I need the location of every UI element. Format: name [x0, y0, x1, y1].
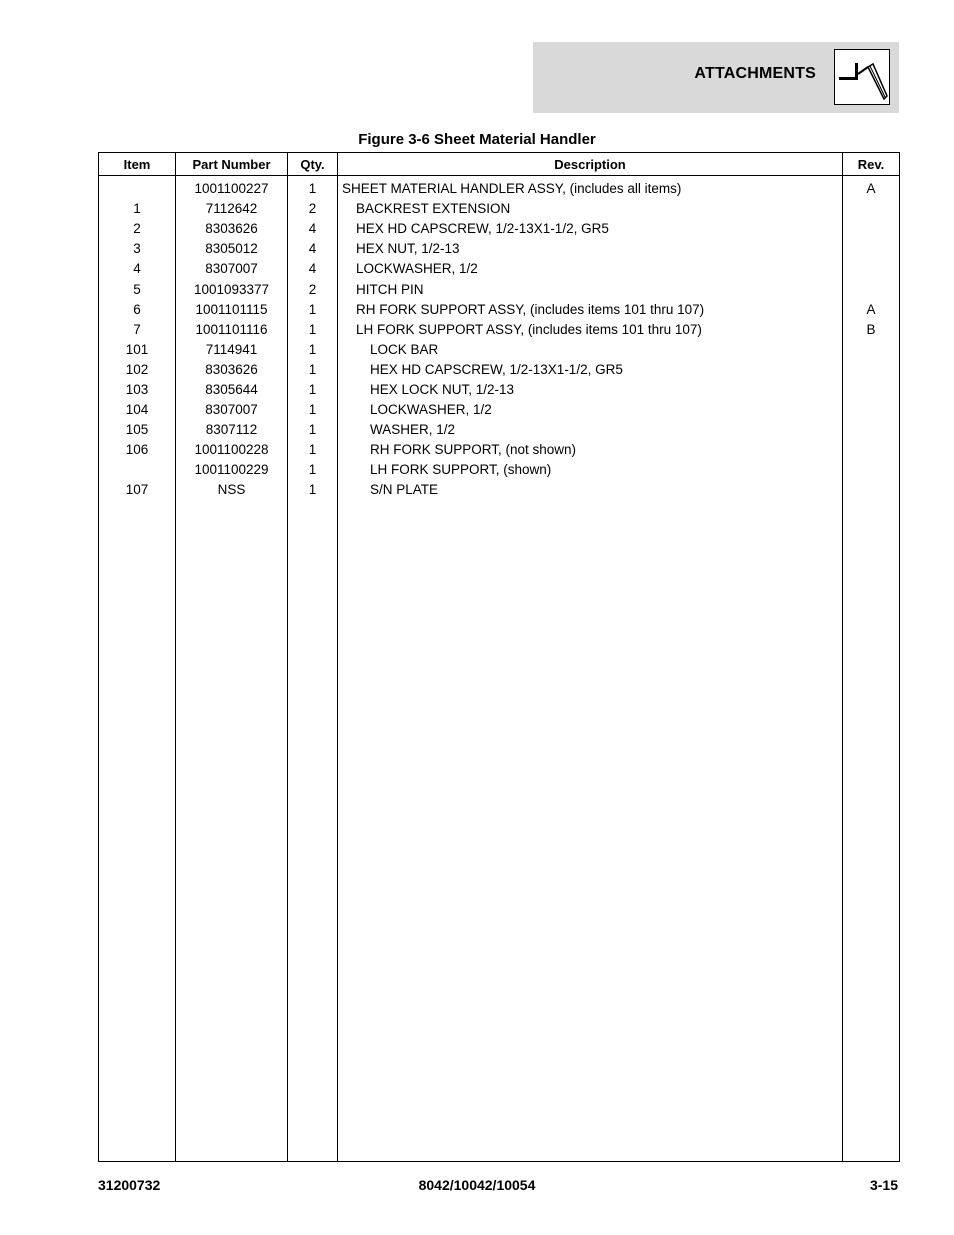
description-text: HEX HD CAPSCREW, 1/2-13X1-1/2, GR5 — [370, 361, 623, 377]
cell-part-number: 1001101116 — [176, 320, 288, 340]
cell-part-number: 1001100228 — [176, 440, 288, 460]
description-text: BACKREST EXTENSION — [356, 201, 511, 217]
cell-qty: 1 — [288, 380, 338, 400]
cell-rev — [843, 360, 900, 380]
table-row — [99, 400, 900, 420]
cell-part-number: 8305012 — [176, 239, 288, 259]
table-row — [99, 380, 900, 400]
table-row — [99, 259, 900, 279]
cell-item — [99, 460, 176, 480]
cell-rev — [843, 440, 900, 460]
cell-part-number: 8305644 — [176, 380, 288, 400]
cell-rev: A — [843, 300, 900, 320]
cell-rev: A — [843, 176, 900, 200]
cell-qty: 2 — [288, 279, 338, 299]
cell-item: 105 — [99, 420, 176, 440]
table-row — [99, 440, 900, 460]
cell-item: 102 — [99, 360, 176, 380]
empty-cell — [338, 501, 843, 1162]
cell-item: 2 — [99, 219, 176, 239]
footer-doc-number: 31200732 — [98, 1177, 161, 1193]
cell-description — [338, 239, 843, 259]
empty-cell — [99, 501, 176, 1162]
table-row — [99, 360, 900, 380]
table-row — [99, 176, 900, 200]
cell-description — [338, 440, 843, 460]
description-text: S/N PLATE — [370, 482, 439, 498]
cell-description — [338, 279, 843, 299]
cell-qty: 1 — [288, 176, 338, 200]
parts-table — [98, 152, 900, 1162]
cell-description — [338, 360, 843, 380]
empty-cell — [288, 501, 338, 1162]
cell-item: 103 — [99, 380, 176, 400]
cell-item: 6 — [99, 300, 176, 320]
cell-part-number: 8303626 — [176, 219, 288, 239]
table-row — [99, 300, 900, 320]
description-text: LOCK BAR — [370, 341, 439, 357]
cell-description — [338, 199, 843, 219]
cell-description — [338, 480, 843, 500]
cell-qty: 1 — [288, 440, 338, 460]
cell-rev — [843, 380, 900, 400]
description-text: HEX NUT, 1/2-13 — [356, 241, 460, 257]
cell-rev — [843, 400, 900, 420]
cell-rev — [843, 460, 900, 480]
cell-rev — [843, 420, 900, 440]
section-title: ATTACHMENTS — [694, 65, 816, 82]
figure-title: Figure 3-6 Sheet Material Handler — [358, 131, 596, 148]
cell-rev — [843, 219, 900, 239]
cell-item: 3 — [99, 239, 176, 259]
cell-item: 7 — [99, 320, 176, 340]
table-row — [99, 320, 900, 340]
empty-cell — [843, 501, 900, 1162]
empty-cell — [176, 501, 288, 1162]
cell-part-number: 1001100229 — [176, 460, 288, 480]
cell-rev — [843, 239, 900, 259]
cell-part-number: 1001101115 — [176, 300, 288, 320]
column-header-rev: Rev. — [843, 153, 900, 176]
cell-item — [99, 176, 176, 200]
cell-rev: B — [843, 320, 900, 340]
section-header — [533, 42, 899, 113]
table-row — [99, 219, 900, 239]
table-row — [99, 340, 900, 360]
cell-description — [338, 340, 843, 360]
table-row — [99, 239, 900, 259]
cell-part-number: 8307007 — [176, 259, 288, 279]
cell-qty: 4 — [288, 219, 338, 239]
table-row — [99, 460, 900, 480]
footer-models: 8042/10042/10054 — [418, 1177, 536, 1193]
description-text: RH FORK SUPPORT ASSY, (includes items 101 thru 107) — [356, 301, 705, 317]
cell-qty: 1 — [288, 480, 338, 500]
cell-part-number: 1001100227 — [176, 176, 288, 200]
cell-rev — [843, 259, 900, 279]
cell-description — [338, 219, 843, 239]
cell-qty: 1 — [288, 340, 338, 360]
cell-item: 107 — [99, 480, 176, 500]
cell-part-number: 8307007 — [176, 400, 288, 420]
cell-item: 104 — [99, 400, 176, 420]
cell-rev — [843, 340, 900, 360]
footer-page-number: 3-15 — [869, 1177, 898, 1193]
cell-qty: 1 — [288, 400, 338, 420]
cell-qty: 1 — [288, 420, 338, 440]
description-text: LOCKWASHER, 1/2 — [370, 402, 492, 418]
cell-description — [338, 176, 843, 200]
cell-description — [338, 300, 843, 320]
cell-item: 1 — [99, 199, 176, 219]
column-header-part-number: Part Number — [176, 153, 288, 176]
cell-description — [338, 420, 843, 440]
description-text: WASHER, 1/2 — [370, 422, 456, 438]
column-header-qty: Qty. — [288, 153, 338, 176]
description-text: HITCH PIN — [356, 281, 424, 297]
description-text: RH FORK SUPPORT, (not shown) — [370, 442, 577, 458]
column-header-description: Description — [338, 153, 843, 176]
cell-part-number: NSS — [176, 480, 288, 500]
cell-item: 106 — [99, 440, 176, 460]
cell-item: 5 — [99, 279, 176, 299]
cell-description — [338, 400, 843, 420]
description-text: HEX LOCK NUT, 1/2-13 — [370, 381, 515, 397]
cell-qty: 1 — [288, 460, 338, 480]
cell-item: 101 — [99, 340, 176, 360]
cell-qty: 1 — [288, 360, 338, 380]
cell-part-number: 7112642 — [176, 199, 288, 219]
cell-qty: 4 — [288, 239, 338, 259]
table-row — [99, 199, 900, 219]
cell-part-number: 8307112 — [176, 420, 288, 440]
description-text: LOCKWASHER, 1/2 — [356, 261, 478, 277]
cell-description — [338, 380, 843, 400]
cell-part-number: 1001093377 — [176, 279, 288, 299]
column-header-item: Item — [99, 153, 176, 176]
cell-qty: 1 — [288, 300, 338, 320]
cell-item: 4 — [99, 259, 176, 279]
cell-part-number: 8303626 — [176, 360, 288, 380]
cell-description — [338, 259, 843, 279]
table-row — [99, 279, 900, 299]
cell-rev — [843, 279, 900, 299]
cell-description — [338, 460, 843, 480]
cell-description — [338, 320, 843, 340]
cell-rev — [843, 199, 900, 219]
cell-qty: 2 — [288, 199, 338, 219]
table-filler-row — [99, 501, 900, 1162]
table-header-row — [99, 153, 900, 176]
cell-part-number: 7114941 — [176, 340, 288, 360]
table-row — [99, 420, 900, 440]
description-text: LH FORK SUPPORT ASSY, (includes items 101 thru 107) — [356, 321, 702, 337]
table-row — [99, 480, 900, 500]
cell-qty: 4 — [288, 259, 338, 279]
fork-attachment-icon — [834, 49, 890, 105]
cell-rev — [843, 480, 900, 500]
description-text: LH FORK SUPPORT, (shown) — [370, 462, 552, 478]
cell-qty: 1 — [288, 320, 338, 340]
description-text: SHEET MATERIAL HANDLER ASSY, (includes all items) — [342, 181, 682, 197]
description-text: HEX HD CAPSCREW, 1/2-13X1-1/2, GR5 — [356, 221, 609, 237]
